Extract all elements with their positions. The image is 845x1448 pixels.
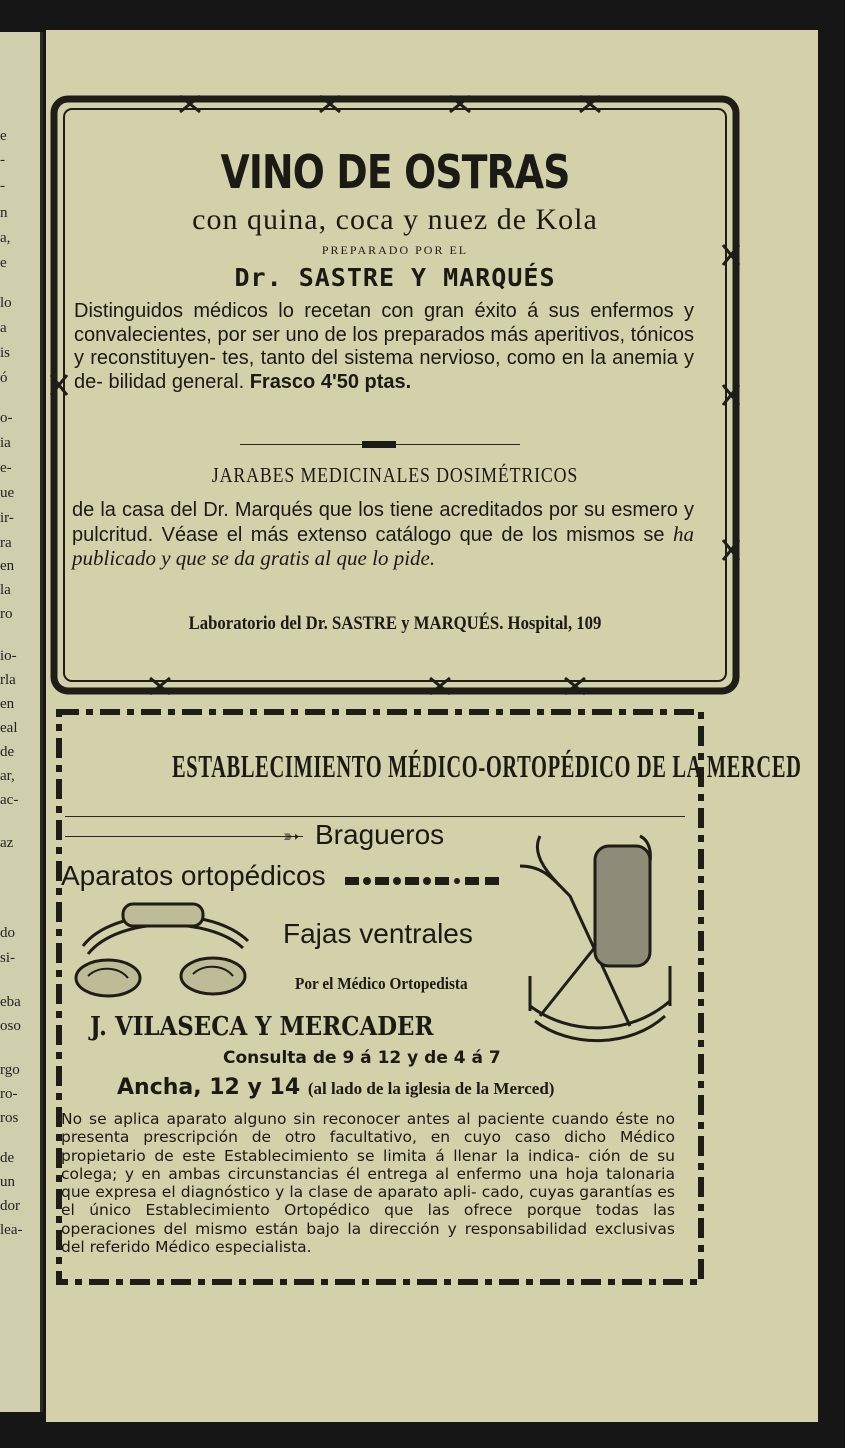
left-page-fragment: en (0, 696, 15, 712)
body-line: hoja talonaria que expresa el diagnóstico y la clase de aparato apli- (61, 1164, 675, 1202)
body-line: No se aplica aparato alguno sin reconocer antes al paciente cuando (61, 1110, 609, 1128)
section-line: que de los mismos se (459, 523, 665, 546)
ad-body-text (74, 300, 694, 394)
body-line: Médico propietario de este Establecimiento se limita á llenar la indica- (61, 1128, 675, 1165)
left-page-fragment: ros (0, 1110, 19, 1126)
left-page-fragment: oso (0, 1018, 21, 1034)
doctor-name: Dr. SASTRE Y MARQUÉS (234, 263, 556, 292)
orthopedist-label: Por el Médico Ortopedista (295, 974, 468, 993)
left-page-fragment: az (0, 835, 14, 851)
left-page-fragment: ia (0, 435, 11, 451)
body-line: bilidad general. (108, 370, 245, 393)
left-page-fragment: - (0, 178, 5, 194)
left-page-fragment: ue (0, 485, 15, 501)
left-page-fragment: ó (0, 370, 8, 386)
body-line: y responsabilidad exclusivas del referido Médico especialista. (61, 1219, 675, 1257)
left-page-fragment: rla (0, 672, 16, 688)
prepared-by-label: PREPARADO POR EL (321, 243, 469, 257)
consultation-hours: Consulta de 9 á 12 y de 4 á 7 (223, 1048, 501, 1068)
left-page-fragment: o- (0, 410, 13, 426)
orthopedist-name: J. VILASECA Y MERCADER (90, 1012, 434, 1042)
body-line: ción de su colega; y en ambas circunstancias él entrega al enfermo una (61, 1146, 675, 1183)
section-line: su esmero y pulcritud. Véase el más extenso catálogo (72, 499, 695, 546)
left-page-fragment: de (0, 1150, 15, 1166)
left-page-fragment: eba (0, 994, 21, 1010)
section-body-text (72, 499, 694, 572)
left-page-fragment: a, (0, 230, 11, 246)
left-page-fragment: en (0, 558, 15, 574)
left-page-fragment: de (0, 744, 15, 760)
body-line: éste no presenta prescripción de otro facultativo, en cuyo caso dicho (61, 1110, 675, 1147)
left-page-fragment: ar, (0, 768, 15, 784)
pointer-line (65, 836, 303, 837)
body-line: ofrece porque todas las operaciones del mismo están bajo la dirección (61, 1201, 675, 1238)
left-page-fragment: rgo (0, 1062, 20, 1078)
pointing-arrow-icon: ➳ (283, 824, 300, 848)
section-title: JARABES MEDICINALES DOSIMÉTRICOS (211, 463, 579, 487)
ornament-dots (345, 874, 505, 888)
ad-vino-de-ostras (50, 95, 740, 695)
left-page-fragment: - (0, 152, 5, 168)
ad-title: ESTABLECIMIENTO MÉDICO-ORTOPÉDICO DE LA MERCED (172, 748, 802, 784)
divider-ornament (362, 441, 396, 448)
body-line: cado, cuyas garantías es el único Establecimiento Ortopédico que las (61, 1183, 675, 1220)
left-page-fragment: eal (0, 720, 18, 736)
left-page-fragment: e- (0, 460, 12, 476)
left-page-fragment: si- (0, 950, 15, 966)
body-line: tes, tanto del sistema nervioso, como en la anemia y de- (74, 347, 695, 393)
laboratory-address: Laboratorio del Dr. SASTRE y MARQUÉS. Hospital, 109 (188, 613, 602, 634)
left-page-fragment: a (0, 320, 7, 336)
left-page-fragment: ac- (0, 792, 19, 808)
corset-illustration (510, 826, 685, 1051)
address (117, 1075, 554, 1100)
section-line: de la casa del Dr. Marqués que los tiene acreditados por (72, 499, 578, 521)
left-page-fragment: la (0, 582, 11, 598)
left-page-fragment: e (0, 255, 7, 271)
left-page-fragment: un (0, 1174, 15, 1190)
divider-rule (65, 816, 685, 817)
item-aparatos: Aparatos ortopédicos (61, 860, 326, 891)
left-page-fragment: lo (0, 295, 12, 311)
truss-illustration (63, 896, 263, 1006)
ad-title: VINO DE OSTRAS (220, 145, 570, 199)
address-note: (al lado de la iglesia de la Merced) (307, 1079, 555, 1098)
left-page-fragment: do (0, 925, 15, 941)
left-page-fragment: e (0, 128, 7, 144)
ad-body-text (61, 1110, 675, 1256)
left-page-fragment: lea- (0, 1222, 23, 1238)
item-bragueros: Bragueros (315, 819, 445, 850)
section-italic: que lo pide. (336, 546, 436, 570)
item-fajas: Fajas ventrales (283, 918, 473, 949)
left-page-fragment: ro (0, 606, 13, 622)
body-line: preparados más aperitivos, tónicos y reconstituyen- (74, 323, 695, 369)
ad-subtitle: con quina, coca y nuez de Kola (192, 203, 598, 236)
body-line: Distinguidos médicos lo recetan con gran éxito á (74, 300, 539, 322)
ad-establecimiento-ortopedico (55, 706, 802, 1288)
price: Frasco 4'50 ptas. (249, 370, 412, 393)
address-street: Ancha, 12 y 14 (117, 1075, 301, 1100)
section-italic: ha publicado y que se da gratis al (72, 521, 694, 570)
left-page-fragment: ir- (0, 510, 14, 526)
left-page-edge (0, 32, 43, 1412)
left-page-fragment: is (0, 345, 11, 361)
left-page-fragment: dor (0, 1198, 20, 1214)
left-page-fragment: ro- (0, 1086, 18, 1102)
left-page-fragment: io- (0, 648, 17, 664)
left-page-fragment: ra (0, 535, 12, 551)
left-page-fragment: n (0, 205, 8, 221)
body-line: sus enfermos y convalecientes, por ser uno de los (74, 300, 694, 346)
